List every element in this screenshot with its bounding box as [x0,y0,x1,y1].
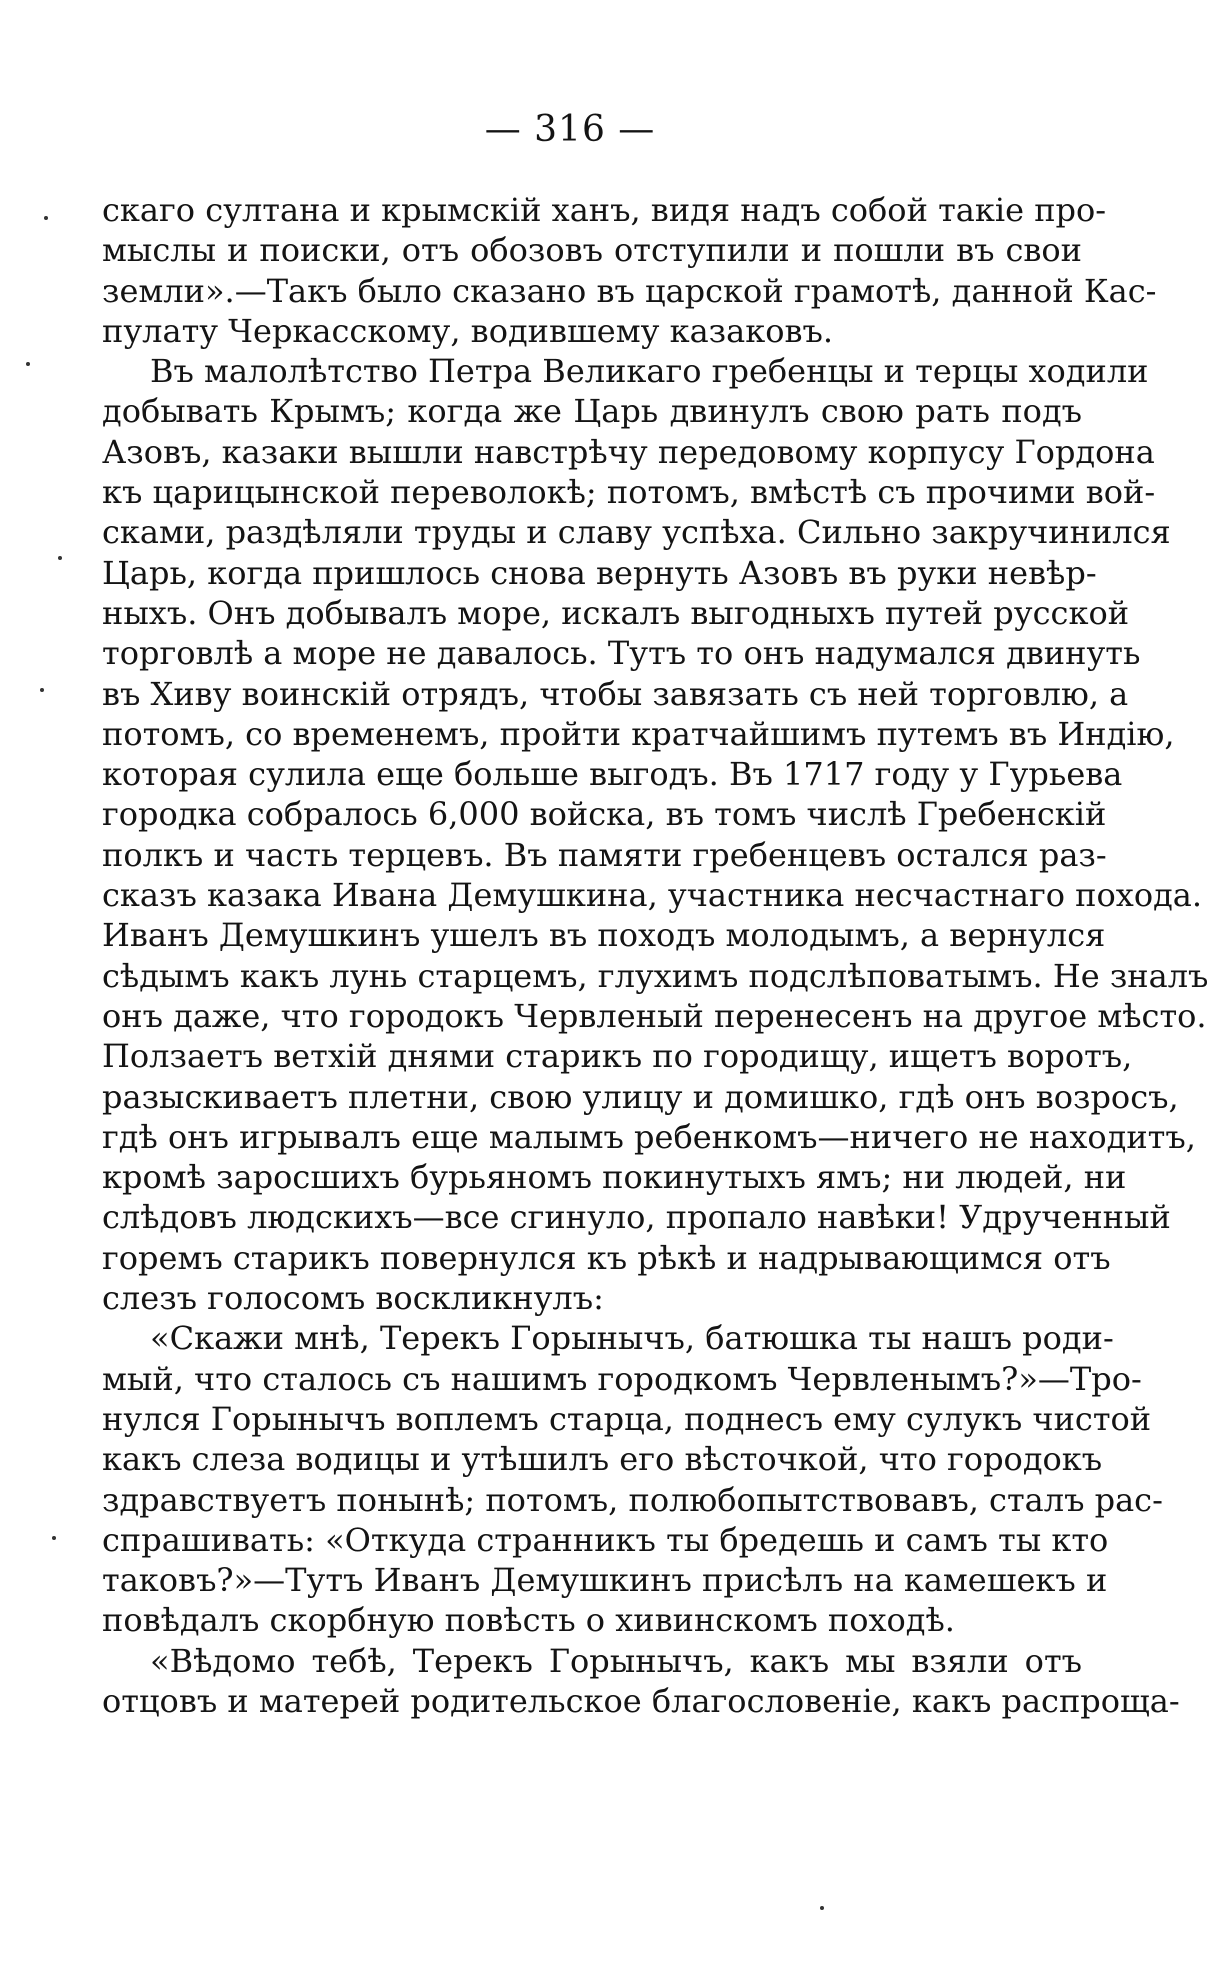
print-speck [26,362,30,366]
print-speck [44,216,48,220]
text-line: спрашивать: «Откуда странникъ ты бредешь и самъ ты кто [102,1520,1109,1559]
text-line: сѣдымъ какъ лунь старцемъ, глухимъ подслѣповатымъ. Не зналъ [102,956,1208,995]
text-line: пулату Черкасскому, водившему казаковъ. [102,311,833,350]
text-line: здравствуетъ понынѣ; потомъ, полюбопытствовавъ, сталъ рас- [102,1480,1163,1519]
text-line: въ Хиву воинскій отрядъ, чтобы завязать съ ней торговлю, а [102,674,1129,713]
print-speck [52,1536,56,1540]
text-line: ныхъ. Онъ добывалъ море, искалъ выгодныхъ путей русской [102,593,1130,632]
text-line: Ползаетъ ветхій днями старикъ по городищу, ищетъ воротъ, [102,1037,1133,1076]
text-line: скаго султана и крымскій ханъ, видя надъ собой такіе про- [102,191,1107,229]
text-line: Царь, когда пришлось снова вернуть Азовъ въ руки невѣр- [102,553,1097,592]
text-line: слѣдовъ людскихъ—все сгинуло, пропало навѣки! Удрученный [102,1198,1171,1237]
text-line: какъ слеза водицы и утѣшилъ его вѣсточкой, что городокъ [102,1440,1103,1479]
text-line: мыслы и поиски, отъ обозовъ отступили и пошли въ свои [102,231,1082,270]
text-line: «Скажи мнѣ, Терекъ Горынычъ, батюшка ты нашъ роди- [150,1319,1114,1358]
text-line: таковъ?»—Тутъ Иванъ Демушкинъ присѣлъ на камешекъ и [102,1561,1108,1600]
text-line: онъ даже, что городокъ Червленый перенесенъ на другое мѣсто. [102,996,1207,1035]
text-line: слезъ голосомъ воскликнулъ: [102,1279,604,1318]
text-line: потомъ, со временемъ, пройти кратчайшимъ путемъ въ Индію, [102,714,1175,753]
text-line: торговлѣ а море не давалось. Тутъ то онъ надумался двинуть [102,634,1141,673]
text-line: полкъ и часть терцевъ. Въ памяти гребенцевъ остался раз- [102,835,1107,874]
text-line: повѣдалъ скорбную повѣсть о хивинскомъ походѣ. [102,1601,955,1640]
text-line: земли».—Такъ было сказано въ царской грамотѣ, данной Кас- [102,271,1157,310]
text-line: Иванъ Демушкинъ ушелъ въ походъ молодымъ, а вернулся [102,916,1106,955]
text-line: отцовъ и матерей родительское благословеніе, какъ распроща- [102,1681,1180,1720]
text-line: Въ малолѣтство Петра Великаго гребенцы и терцы ходили [150,352,1149,391]
text-line: сказъ казака Ивана Демушкина, участника несчастнаго похода. [102,876,1203,915]
body-text [102,190,1208,1721]
text-line: которая сулила еще больше выгодъ. Въ 1717 году у Гурьева [102,755,1123,794]
text-line: къ царицынской переволокѣ; потомъ, вмѣстѣ съ прочими вой- [102,473,1156,512]
page-number: — 316 — [484,109,656,150]
text-line: кромѣ заросшихъ бурьяномъ покинутыхъ ямъ; ни людей, ни [102,1158,1127,1197]
text-line: добывать Крымъ; когда же Царь двинулъ свою рать подъ [102,392,1082,431]
text-line: гдѣ онъ игрывалъ еще малымъ ребенкомъ—ничего не находитъ, [102,1117,1196,1156]
text-line: Азовъ, казаки вышли навстрѣчу передовому корпусу Гордона [102,432,1155,471]
text-line: нулся Горынычъ воплемъ старца, поднесъ ему сулукъ чистой [102,1399,1152,1438]
text-line: сками, раздѣляли труды и славу успѣха. Сильно закручинился [102,513,1171,552]
print-speck [58,556,62,560]
print-speck [820,1906,824,1910]
text-line: «Вѣдомо тебѣ, Терекъ Горынычъ, какъ мы взяли отъ [150,1641,1082,1680]
text-line: городка собралось 6,000 войска, въ томъ числѣ Гребенскій [102,795,1107,834]
text-line: горемъ старикъ повернулся къ рѣкѣ и надрывающимся отъ [102,1238,1111,1277]
text-line: разыскиваетъ плетни, свою улицу и домишко, гдѣ онъ возросъ, [102,1077,1179,1116]
print-speck [40,688,44,692]
text-line: мый, что сталось съ нашимъ городкомъ Червленымъ?»—Тро- [102,1359,1142,1398]
